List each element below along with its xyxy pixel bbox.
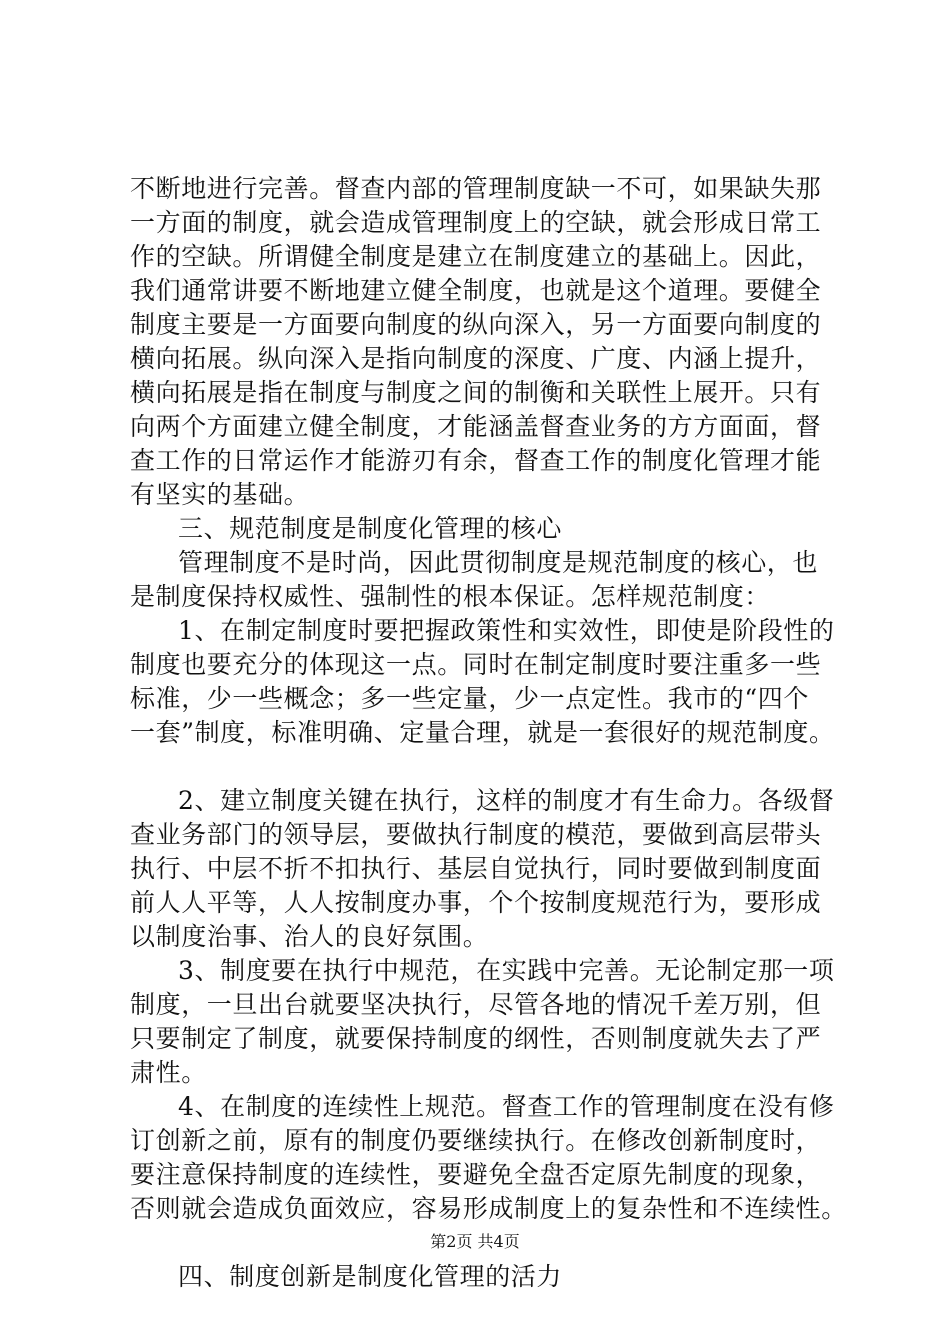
text-line: 4、在制度的连续性上规范。督查工作的管理制度在没有修 <box>178 1092 835 1121</box>
text-line: 作的空缺。所谓健全制度是建立在制度建立的基础上。因此， <box>130 242 822 271</box>
text-line: 查业务部门的领导层，要做执行制度的模范，要做到高层带头 <box>130 820 822 849</box>
text-line: 向两个方面建立健全制度，才能涵盖督查业务的方方面面，督 <box>130 412 822 441</box>
text-line: 管理制度不是时尚，因此贯彻制度是规范制度的核心，也 <box>178 548 819 577</box>
text-line: 横向拓展。纵向深入是指向制度的深度、广度、内涵上提升， <box>130 344 822 373</box>
text-line: 是制度保持权威性、强制性的根本保证。怎样规范制度： <box>130 582 771 611</box>
text-line: 查工作的日常运作才能游刃有余，督查工作的制度化管理才能 <box>130 446 822 475</box>
blank-line <box>130 750 840 784</box>
text-line: 标准，少一些概念；多一些定量，少一点定性。我市的“四个 <box>130 684 809 713</box>
text-line: 肃性。 <box>130 1058 207 1087</box>
text-line: 制度，一旦出台就要坚决执行，尽管各地的情况千差万别，但 <box>130 990 822 1019</box>
text-line: 3、制度要在执行中规范，在实践中完善。无论制定那一项 <box>178 956 835 985</box>
text-line: 订创新之前，原有的制度仍要继续执行。在修改创新制度时， <box>130 1126 822 1155</box>
page-footer: 第2页 共4页 <box>430 1232 520 1251</box>
text-line: 1、在制定制度时要把握政策性和实效性，即使是阶段性的 <box>178 616 835 645</box>
text-line: 2、建立制度关键在执行，这样的制度才有生命力。各级督 <box>178 786 835 815</box>
text-line: 有坚实的基础。 <box>130 480 310 509</box>
text-line: 一套”制度，标准明确、定量合理，就是一套很好的规范制度。 <box>130 718 835 747</box>
document-body <box>130 172 847 1294</box>
text-line: 不断地进行完善。督查内部的管理制度缺一不可，如果缺失那 <box>130 174 822 203</box>
text-line: 横向拓展是指在制度与制度之间的制衡和关联性上展开。只有 <box>130 378 822 407</box>
text-line: 要注意保持制度的连续性，要避免全盘否定原先制度的现象， <box>130 1160 822 1189</box>
text-line: 执行、中层不折不扣执行、基层自觉执行，同时要做到制度面 <box>130 854 822 883</box>
text-line: 制度也要充分的体现这一点。同时在制定制度时要注重多一些 <box>130 650 822 679</box>
text-line: 制度主要是一方面要向制度的纵向深入，另一方面要向制度的 <box>130 310 822 339</box>
text-line: 我们通常讲要不断地建立健全制度，也就是这个道理。要健全 <box>130 276 822 305</box>
text-line: 否则就会造成负面效应，容易形成制度上的复杂性和不连续性。 <box>130 1194 847 1223</box>
text-line: 以制度治事、治人的良好氛围。 <box>130 922 489 951</box>
section-heading: 三、规范制度是制度化管理的核心 <box>178 514 563 543</box>
text-line: 前人人平等，人人按制度办事，个个按制度规范行为，要形成 <box>130 888 822 917</box>
section-heading: 四、制度创新是制度化管理的活力 <box>178 1262 563 1291</box>
text-line: 一方面的制度，就会造成管理制度上的空缺，就会形成日常工 <box>130 208 822 237</box>
text-line: 只要制定了制度，就要保持制度的纲性，否则制度就失去了严 <box>130 1024 822 1053</box>
